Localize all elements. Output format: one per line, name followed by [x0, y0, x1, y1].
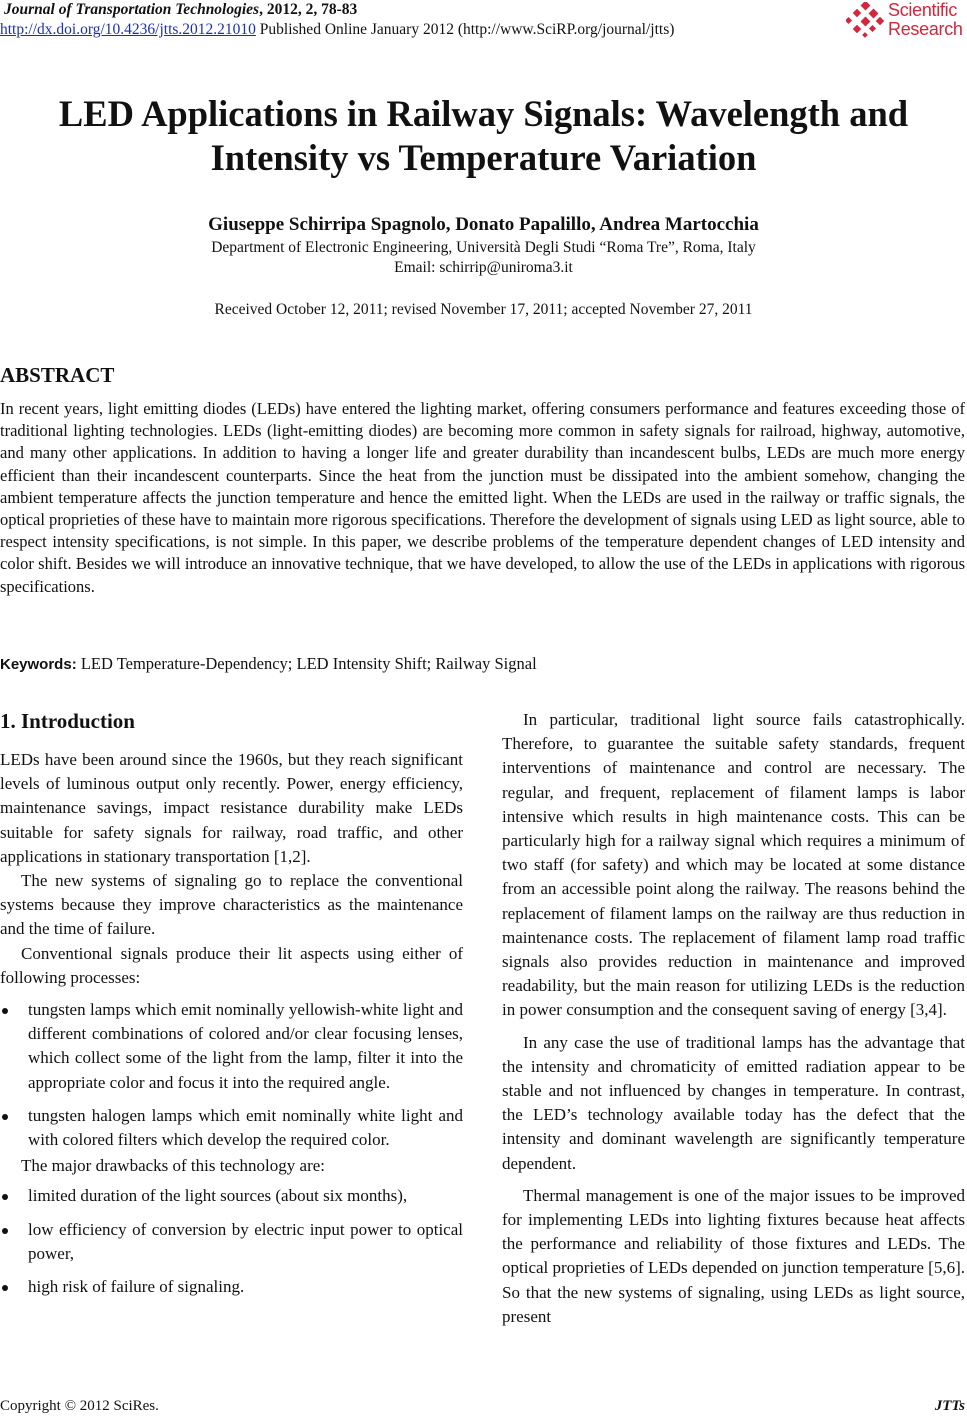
list-item — [0, 998, 463, 1095]
footer-copyright: Copyright © 2012 SciRes. — [0, 1398, 159, 1414]
bullet-icon — [2, 1114, 8, 1120]
left-column — [0, 706, 463, 1308]
list-item — [0, 1275, 463, 1299]
doi-line — [0, 21, 674, 39]
logo-text-scientific: Scientific — [888, 0, 958, 20]
drawbacks-list — [0, 1184, 463, 1299]
keywords — [0, 654, 537, 674]
list-item-text: limited duration of the light sources (about six months), — [28, 1186, 408, 1206]
list-item-text: tungsten lamps which emit nominally yellowish-white light and different combinations of colored and/or clear focusing lenses, which collect some of the light from the lamp, filter it into the appropriate color and focus it into the required angle. — [28, 1000, 463, 1092]
intro-paragraph-5: In particular, traditional light source fails catastrophically. Therefore, to guarantee the suitable safety standards, frequent interventions of maintenance and control are necessary. The regular, and frequent, replacement of filament lamps is labor intensive which results in high maintenance costs. This can be particularly high for a railway signal which requires a minimum of two staff (for safety) and which may be located at some distance from an accessible point along the railway. The reasons behind the replacement of filament lamps on the railway are thus reduction in maintenance costs. The replacement of filament lamp road traffic signals also provides reduction in maintenance and improved readability, but the main reason for utilizing LEDs is the reduction in power consumption and the consequent saving of energy [3,4]. — [502, 710, 965, 1020]
title-line-2: Intensity vs Temperature Variation — [210, 137, 757, 178]
published-online: Published Online January 2012 (http://www.SciRP.org/journal/jtts) — [255, 21, 675, 38]
journal-citation — [4, 1, 357, 19]
received-dates: Received October 12, 2011; revised November 17, 2011; accepted November 27, 2011 — [214, 301, 753, 318]
keywords-label: Keywords: — [0, 656, 77, 673]
intro-paragraph-6: In any case the use of traditional lamps has the advantage that the intensity and chromaticity of emitted radiation appear to be stable and not influenced by changes in temperature. In contrast, the LED’s technology available today has the defect that the intensity and dominant wavelength are significantly temperature dependent. — [502, 1032, 965, 1173]
journal-name: Journal of Transportation Technologies — [4, 1, 260, 18]
intro-paragraph-7: Thermal management is one of the major issues to be improved for implementing LEDs into lighting fixtures because heat affects the performance and reliability of those fixtures and LEDs. The optical proprieties of LEDs depended on junction temperature [5,6]. So that the new systems of signaling, using LEDs as light source, present — [502, 1185, 965, 1326]
right-column — [502, 708, 965, 1329]
process-list — [0, 998, 463, 1152]
intro-paragraph-3: Conventional signals produce their lit aspects using either of following processes: — [0, 943, 463, 987]
email: Email: schirrip@uniroma3.it — [394, 259, 573, 276]
logo-text-research: Research — [888, 19, 963, 39]
bullet-icon — [2, 1008, 8, 1014]
paper-title — [0, 92, 967, 180]
abstract-text: In recent years, light emitting diodes (LEDs) have entered the lighting market, offering consumers performance and features exceeding those of traditional lighting technologies. LEDs (light-emitting diodes) are becoming more common in safety signals for railroad, highway, automotive, and many other applications. In addition to having a longer life and greater durability than incandescent bulbs, LEDs are much more energy efficient than their incandescent counterparts. Since the heat from the junction must be dissipated into the ambient somehow, changing the ambient temperature affects the junction temperature and hence the emitted light. When the LEDs are used in the railway or traffic signals, the optical proprieties of these have to maintain more rigorous specifications. Therefore the development of signals using LED as light source, able to respect intensity specifications, is not simple. In this paper, we describe problems of the temperature dependent changes of LED intensity and color shift. Besides we will introduce an innovative technique, that we have developed, to allow the use of the LEDs in applications with rigorous specifications. — [0, 399, 965, 596]
list-item-text: high risk of failure of signaling. — [28, 1277, 245, 1297]
bullet-icon — [2, 1285, 8, 1291]
list-item-text: tungsten halogen lamps which emit nominally white light and with colored filters which develop the required color. — [28, 1105, 463, 1150]
publisher-logo-icon — [846, 2, 886, 38]
abstract-heading: ABSTRACT — [0, 363, 115, 387]
intro-paragraph-2: The new systems of signaling go to replace the conventional systems because they improve characteristics as the maintenance and the time of failure. — [0, 871, 463, 939]
list-item-text: low efficiency of conversion by electric input power to optical power, — [28, 1219, 463, 1263]
section-heading-introduction: 1. Introduction — [0, 709, 135, 733]
volume-info: , 2012, 2, 78-83 — [259, 1, 358, 18]
doi-link[interactable]: http://dx.doi.org/10.4236/jtts.2012.21010 — [0, 21, 256, 38]
affiliation: Department of Electronic Engineering, Università Degli Studi “Roma Tre”, Roma, Italy — [211, 239, 756, 256]
footer-journal-abbr: JTTs — [934, 1398, 965, 1414]
title-line-1: LED Applications in Railway Signals: Wavelength and — [58, 93, 909, 134]
list-item — [0, 1184, 463, 1208]
intro-paragraph-1: LEDs have been around since the 1960s, but they reach significant levels of luminous output only recently. Power, energy efficiency, maintenance savings, impact resistance durability make LEDs suitable for safety signals for railway, road traffic, and other applications in stationary transportation [1,2]. — [0, 750, 463, 866]
keywords-text: LED Temperature-Dependency; LED Intensity Shift; Railway Signal — [76, 654, 537, 673]
bullet-icon — [2, 1228, 8, 1234]
scientific-research-logo — [846, 0, 967, 40]
intro-paragraph-4: The major drawbacks of this technology are: — [21, 1156, 326, 1176]
list-item — [0, 1218, 463, 1266]
bullet-icon — [2, 1194, 8, 1200]
list-item — [0, 1104, 463, 1152]
authors: Giuseppe Schirripa Spagnolo, Donato Papalillo, Andrea Martocchia — [208, 214, 759, 235]
